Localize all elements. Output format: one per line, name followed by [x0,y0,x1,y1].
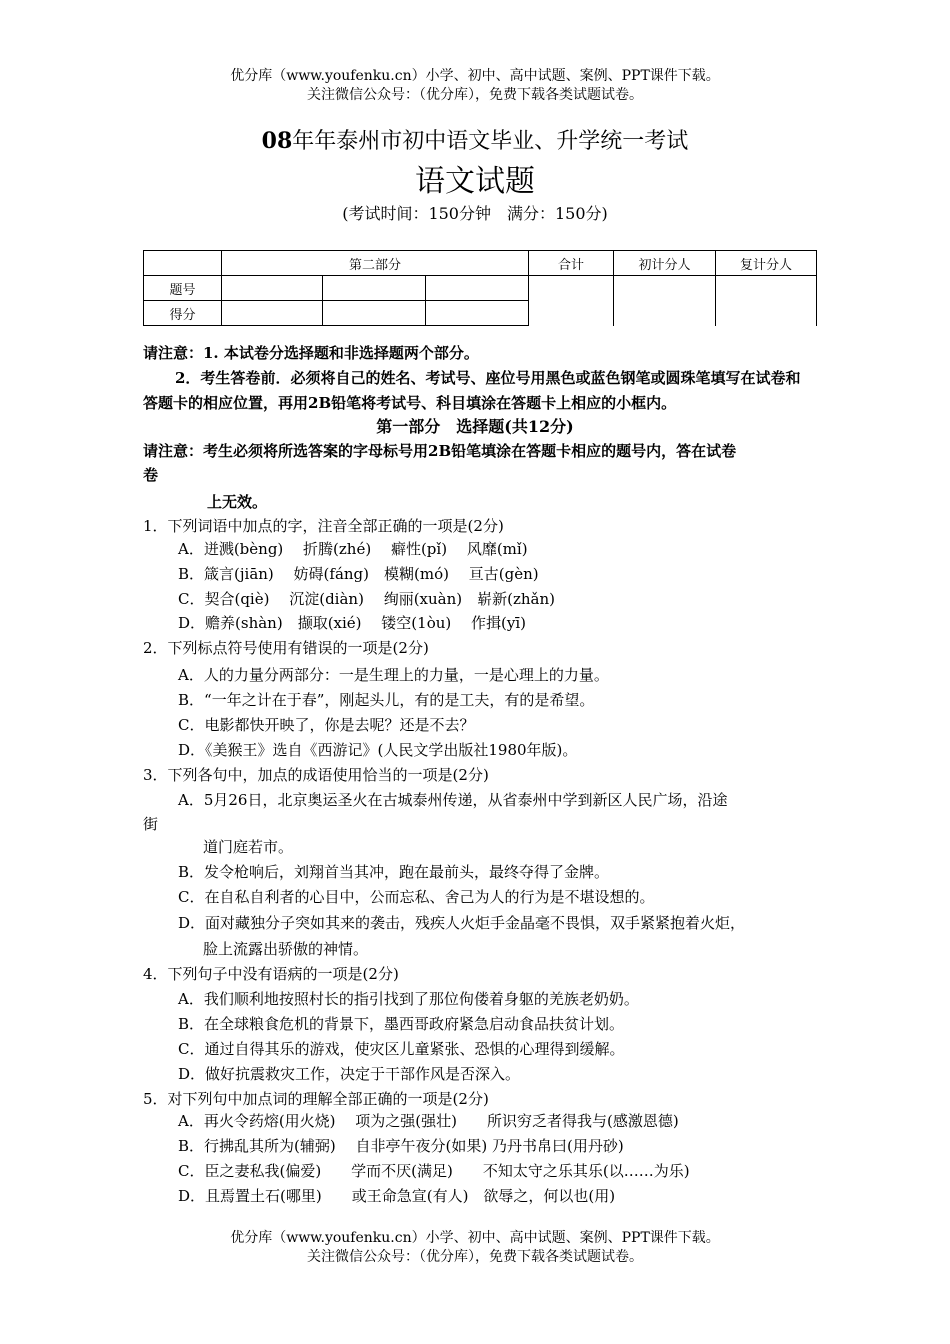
question-1-option-b: B．箴言(jiān) 妨碍(fáng) 模糊(mó) 亘古(gèn) [178,565,539,583]
part2-header: 第二部分 [222,251,529,276]
question-5-option-c: C．臣之妻私我(偏爱) 学而不厌(满足) 不知太守之乐其乐(以……为乐) [178,1162,690,1180]
score-cell [323,301,426,326]
site-header-line2: 关注微信公众号：（优分库），免费下载各类试题试卷。 [307,87,643,103]
question-5-option-d: D．且焉置土石(哪里) 或王命急宣(有人) 欲辱之，何以也(用) [178,1187,616,1205]
question-2-option-b: B．“一年之计在于春”，刚起头儿，有的是工夫，有的是希望。 [178,691,595,709]
total-header: 合计 [529,251,614,276]
question-2: 2．下列标点符号使用有错误的一项是(2分) [143,639,429,657]
question-number-cell [222,276,323,301]
question-3-option-d-line1: D．面对藏独分子突如其来的袭击，残疾人火炬手金晶毫不畏惧，双手紧紧抱着火炬， [178,914,746,932]
site-footer-line2: 关注微信公众号：（优分库），免费下载各类试题试卷。 [307,1249,643,1265]
question-4-option-b: B．在全球粮食危机的背景下，墨西哥政府紧急启动食品扶贫计划。 [178,1015,625,1033]
score-cell [222,301,323,326]
row-question-number-label: 题号 [144,276,222,301]
question-number-cell [426,276,529,301]
question-3-option-c: C．在自私自利者的心目中，公而忘私、舍己为人的行为是不堪设想的。 [178,888,655,906]
question-3: 3．下列各句中，加点的成语使用恰当的一项是(2分) [143,766,489,784]
question-number-cell [323,276,426,301]
question-2-option-d: D．《美猴王》选自《西游记》(人民文学出版社1980年版)。 [178,741,578,759]
question-3-option-a-line2: 道门庭若市。 [203,838,294,856]
question-3-option-a-line1: A．5月26日，北京奥运圣火在古城泰州传递，从省泰州中学到新区人民广场，沿途 [178,791,728,809]
question-4-option-a: A．我们顺利地按照村长的指引找到了那位佝偻着身躯的羌族老奶奶。 [178,990,639,1008]
question-4-option-c: C．通过自得其乐的游戏，使灾区儿童紧张、恐惧的心理得到缓解。 [178,1040,625,1058]
exam-title-text: 年年泰州市初中语文毕业、升学统一考试 [292,129,689,154]
first-grader-header: 初计分人 [614,251,716,276]
note-3-line1: 请注意：考生必须将所选答案的字母标号用2B铅笔填涂在答题卡相应的题号内，答在试卷 [143,442,737,460]
question-5: 5．对下列句中加点词的理解全部正确的一项是(2分) [143,1090,489,1108]
score-cell [426,301,529,326]
note-3-line2: 上无效。 [207,493,268,511]
question-2-option-c: C．电影都快开映了，你是去呢？还是不去？ [178,716,475,734]
question-5-option-a: A．再火令药熔(用火烧) 项为之强(强壮) 所识穷乏者得我与(感激恩德) [178,1112,679,1130]
question-1-option-c: C．契合(qiè) 沉淀(diàn) 绚丽(xuàn) 崭新(zhǎn) [178,590,556,608]
total-cell [529,276,614,326]
note-3-wrap: 卷 [143,466,159,484]
part1-heading: 第一部分 选择题(共12分) [376,417,574,436]
first-grader-cell [614,276,716,326]
exam-subtitle: 语文试题 [415,164,535,199]
question-5-option-b: B．行拂乱其所为(辅弼) 自非亭午夜分(如果) 乃丹书帛曰(用丹砂) [178,1137,624,1155]
score-corner-cell [144,251,222,276]
note-2: 2．考生答卷前．必须将自己的姓名、考试号、座位号用黑色或蓝色钢笔或圆珠笔填写在试卷和答题卡的相应位置，再用2B铅笔将考试号、科目填涂在答题卡上相应的小框内。 [143,369,801,412]
exam-time-info: (考试时间：150分钟 满分：150分) [342,204,608,223]
exam-title [0,124,950,155]
row-score-label: 得分 [144,301,222,326]
question-3-option-b: B．发令枪响后，刘翔首当其冲，跑在最前头，最终夺得了金牌。 [178,863,610,881]
second-grader-header: 复计分人 [716,251,817,276]
question-4: 4．下列句子中没有语病的一项是(2分) [143,965,399,983]
question-1: 1．下列词语中加点的字，注音全部正确的一项是(2分) [143,517,504,535]
score-table [143,250,817,326]
question-3-option-a-wrap: 街 [143,815,159,833]
question-1-option-a: A．迸溅(bèng) 折腾(zhé) 癖性(pǐ) 风靡(mǐ) [178,540,528,558]
question-2-option-a: A．人的力量分两部分：一是生理上的力量，一是心理上的力量。 [178,666,609,684]
site-header-line1: 优分库（www.youfenku.cn）小学、初中、高中试题、案例、PPT课件下载。 [230,68,720,84]
note-1: 请注意：1. 本试卷分选择题和非选择题两个部分。 [143,344,479,362]
exam-year: 08 [261,128,293,154]
second-grader-cell [716,276,817,326]
question-1-option-d: D．赡养(shàn) 撷取(xié) 镂空(1òu) 作揖(yī) [178,614,526,632]
site-footer-line1: 优分库（www.youfenku.cn）小学、初中、高中试题、案例、PPT课件下载。 [230,1230,720,1246]
question-4-option-d: D．做好抗震救灾工作，决定于干部作风是否深入。 [178,1065,521,1083]
question-3-option-d-line2: 脸上流露出骄傲的神情。 [203,940,369,958]
